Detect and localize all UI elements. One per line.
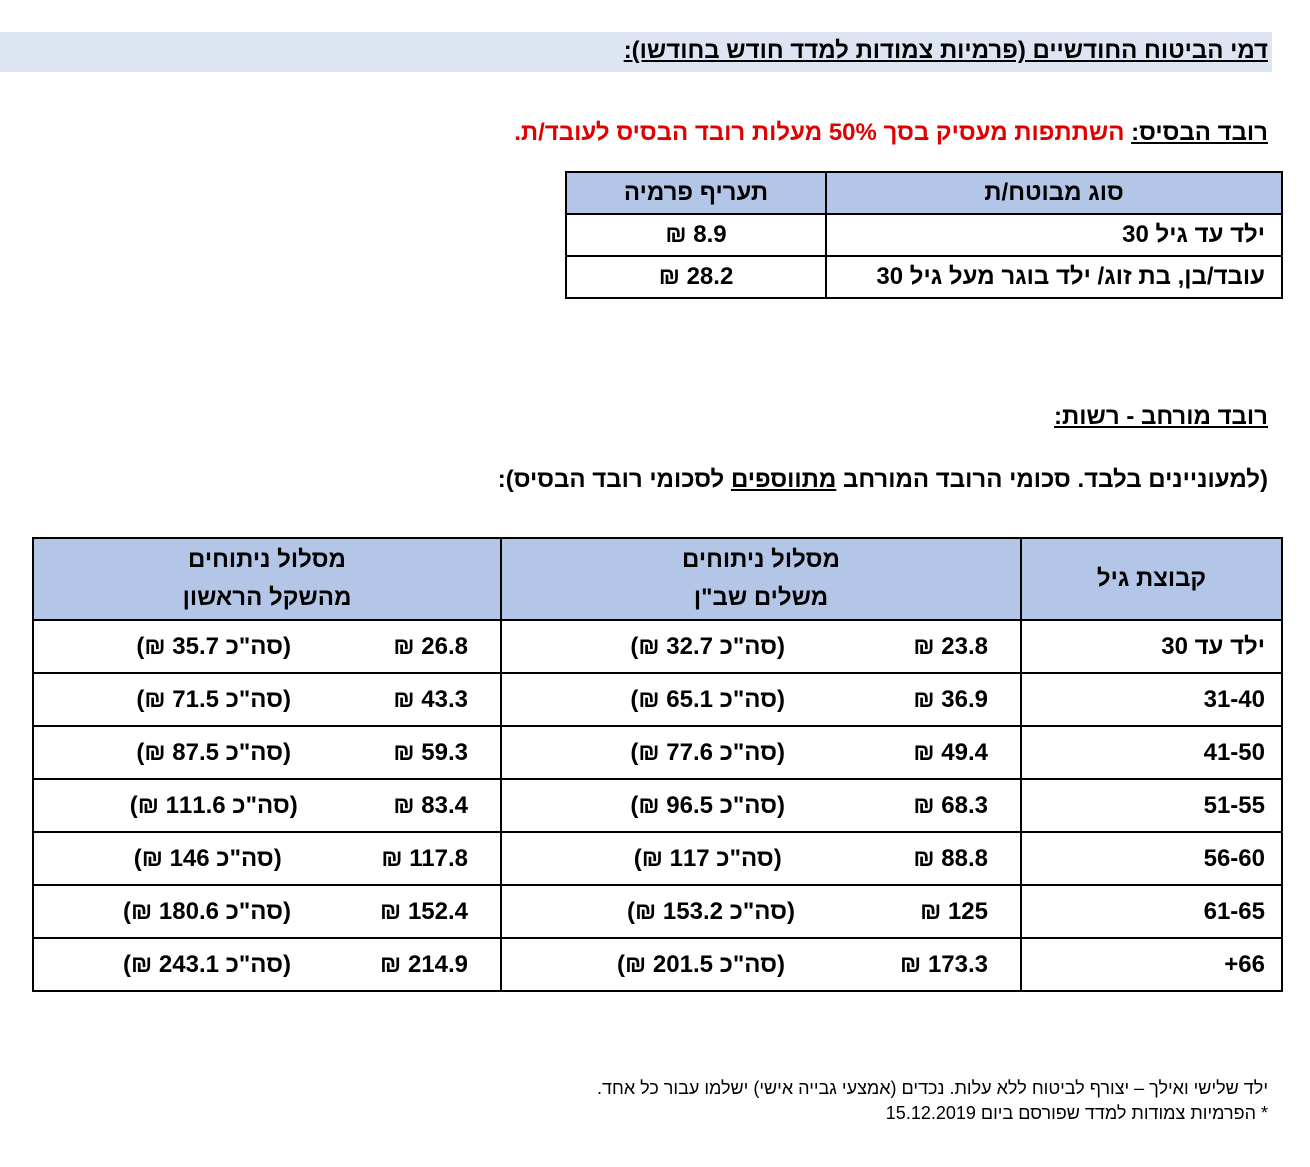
note-part: לסכומי רובד הבסיס): [497, 466, 731, 493]
table-row [33, 885, 1282, 938]
plan1-total: (סה"כ 32.7 ₪) [630, 632, 786, 660]
premium-rate-header: תעריף פרמיה [566, 172, 826, 214]
plan2-premium: 83.4 ₪ [393, 791, 468, 819]
plan1-cell [501, 779, 1021, 832]
plan2-cell [33, 620, 501, 673]
plan2-cell [33, 779, 501, 832]
plan1-header-line2: משלים שב"ן [693, 584, 829, 611]
plan2-header-line1: מסלול ניתוחים [188, 546, 346, 573]
plan1-header-line1: מסלול ניתוחים [682, 546, 840, 573]
plan1-total: (סה"כ 77.6 ₪) [630, 738, 786, 766]
plan2-header-line2: מהשקל הראשון [182, 584, 352, 611]
plan2-premium: 59.3 ₪ [393, 738, 468, 766]
plan1-header [501, 538, 1021, 620]
plan1-cell [501, 673, 1021, 726]
plan2-cell [33, 832, 501, 885]
table-row [33, 673, 1282, 726]
table-header-row [33, 538, 1282, 620]
age-group-header: קבוצת גיל [1021, 538, 1282, 620]
plan2-cell [33, 885, 501, 938]
plan2-total: (סה"כ 146 ₪) [133, 844, 282, 872]
age-group-cell: 51-55 [1021, 779, 1282, 832]
plan2-cell [33, 726, 501, 779]
page-title: דמי הביטוח החודשיים (פרמיות צמודות למדד חודש בחודשו): [623, 37, 1268, 64]
plan1-premium: 173.3 ₪ [900, 950, 988, 978]
plan1-premium: 125 ₪ [920, 897, 988, 925]
plan2-premium: 152.4 ₪ [380, 897, 468, 925]
table-row [33, 620, 1282, 673]
plan1-cell [501, 620, 1021, 673]
plan2-premium: 26.8 ₪ [393, 632, 468, 660]
extended-tier-heading: רובד מורחב - רשות: [1054, 403, 1268, 430]
basic-tier-label: רובד הבסיס: [1131, 119, 1268, 146]
plan2-premium: 43.3 ₪ [393, 685, 468, 713]
plan2-cell [33, 938, 501, 991]
plan1-total: (סה"כ 153.2 ₪) [627, 897, 796, 925]
plan1-cell [501, 832, 1021, 885]
premium-cell: 8.9 ₪ [566, 214, 826, 256]
plan2-header [33, 538, 501, 620]
plan1-premium: 88.8 ₪ [913, 844, 988, 872]
plan2-total: (סה"כ 35.7 ₪) [136, 632, 292, 660]
plan2-total: (סה"כ 87.5 ₪) [136, 738, 292, 766]
table-row [33, 832, 1282, 885]
plan1-premium: 36.9 ₪ [913, 685, 988, 713]
employer-share-note: השתתפות מעסיק בסך 50% מעלות רובד הבסיס לעובד/ת. [514, 119, 1132, 146]
table-header-row [566, 172, 1282, 214]
footnote: ילד שלישי ואילך – יצורף לביטוח ללא עלות. נכדים (אמצעי גבייה אישי) ישלמו עבור כל אחד. [597, 1078, 1268, 1098]
plan2-total: (סה"כ 180.6 ₪) [123, 897, 292, 925]
plan2-total: (סה"כ 243.1 ₪) [123, 950, 292, 978]
table-row [566, 214, 1282, 256]
extended-tier-note [498, 466, 1268, 494]
table-row [33, 938, 1282, 991]
age-group-cell: 61-65 [1021, 885, 1282, 938]
premium-cell: 28.2 ₪ [566, 256, 826, 298]
plan2-total: (סה"כ 111.6 ₪) [129, 791, 298, 819]
plan1-total: (סה"כ 117 ₪) [633, 844, 782, 872]
age-group-cell: 41-50 [1021, 726, 1282, 779]
plan2-premium: 117.8 ₪ [381, 844, 468, 872]
basic-tier-line [514, 119, 1268, 147]
age-group-cell: ילד עד 30 [1021, 620, 1282, 673]
insured-type-cell: עובד/בן, בת זוג/ ילד בוגר מעל גיל 30 [826, 256, 1282, 298]
plan1-cell [501, 938, 1021, 991]
plan1-premium: 23.8 ₪ [913, 632, 988, 660]
plan1-cell [501, 726, 1021, 779]
table-row [33, 726, 1282, 779]
plan1-premium: 49.4 ₪ [913, 738, 988, 766]
footnote: * הפרמיות צמודות למדד שפורסם ביום 15.12.2019 [885, 1103, 1268, 1123]
table-row [566, 256, 1282, 298]
note-part: (למעוניינים בלבד. סכומי הרובד המורחב [836, 466, 1268, 493]
plan2-total: (סה"כ 71.5 ₪) [136, 685, 292, 713]
age-group-cell: 31-40 [1021, 673, 1282, 726]
plan2-premium: 214.9 ₪ [380, 950, 468, 978]
age-group-cell: 56-60 [1021, 832, 1282, 885]
plan1-premium: 68.3 ₪ [913, 791, 988, 819]
extended-premium-table [32, 537, 1283, 992]
plan1-cell [501, 885, 1021, 938]
basic-premium-table [565, 171, 1283, 299]
footnotes [597, 1076, 1268, 1126]
plan1-total: (סה"כ 201.5 ₪) [617, 950, 786, 978]
plan2-cell [33, 673, 501, 726]
age-group-cell: 66+ [1021, 938, 1282, 991]
plan1-total: (סה"כ 96.5 ₪) [630, 791, 786, 819]
insured-type-header: סוג מבוטח/ת [826, 172, 1282, 214]
insured-type-cell: ילד עד גיל 30 [826, 214, 1282, 256]
note-underlined: מתווספים [730, 466, 837, 493]
plan1-total: (סה"כ 65.1 ₪) [630, 685, 786, 713]
table-row [33, 779, 1282, 832]
